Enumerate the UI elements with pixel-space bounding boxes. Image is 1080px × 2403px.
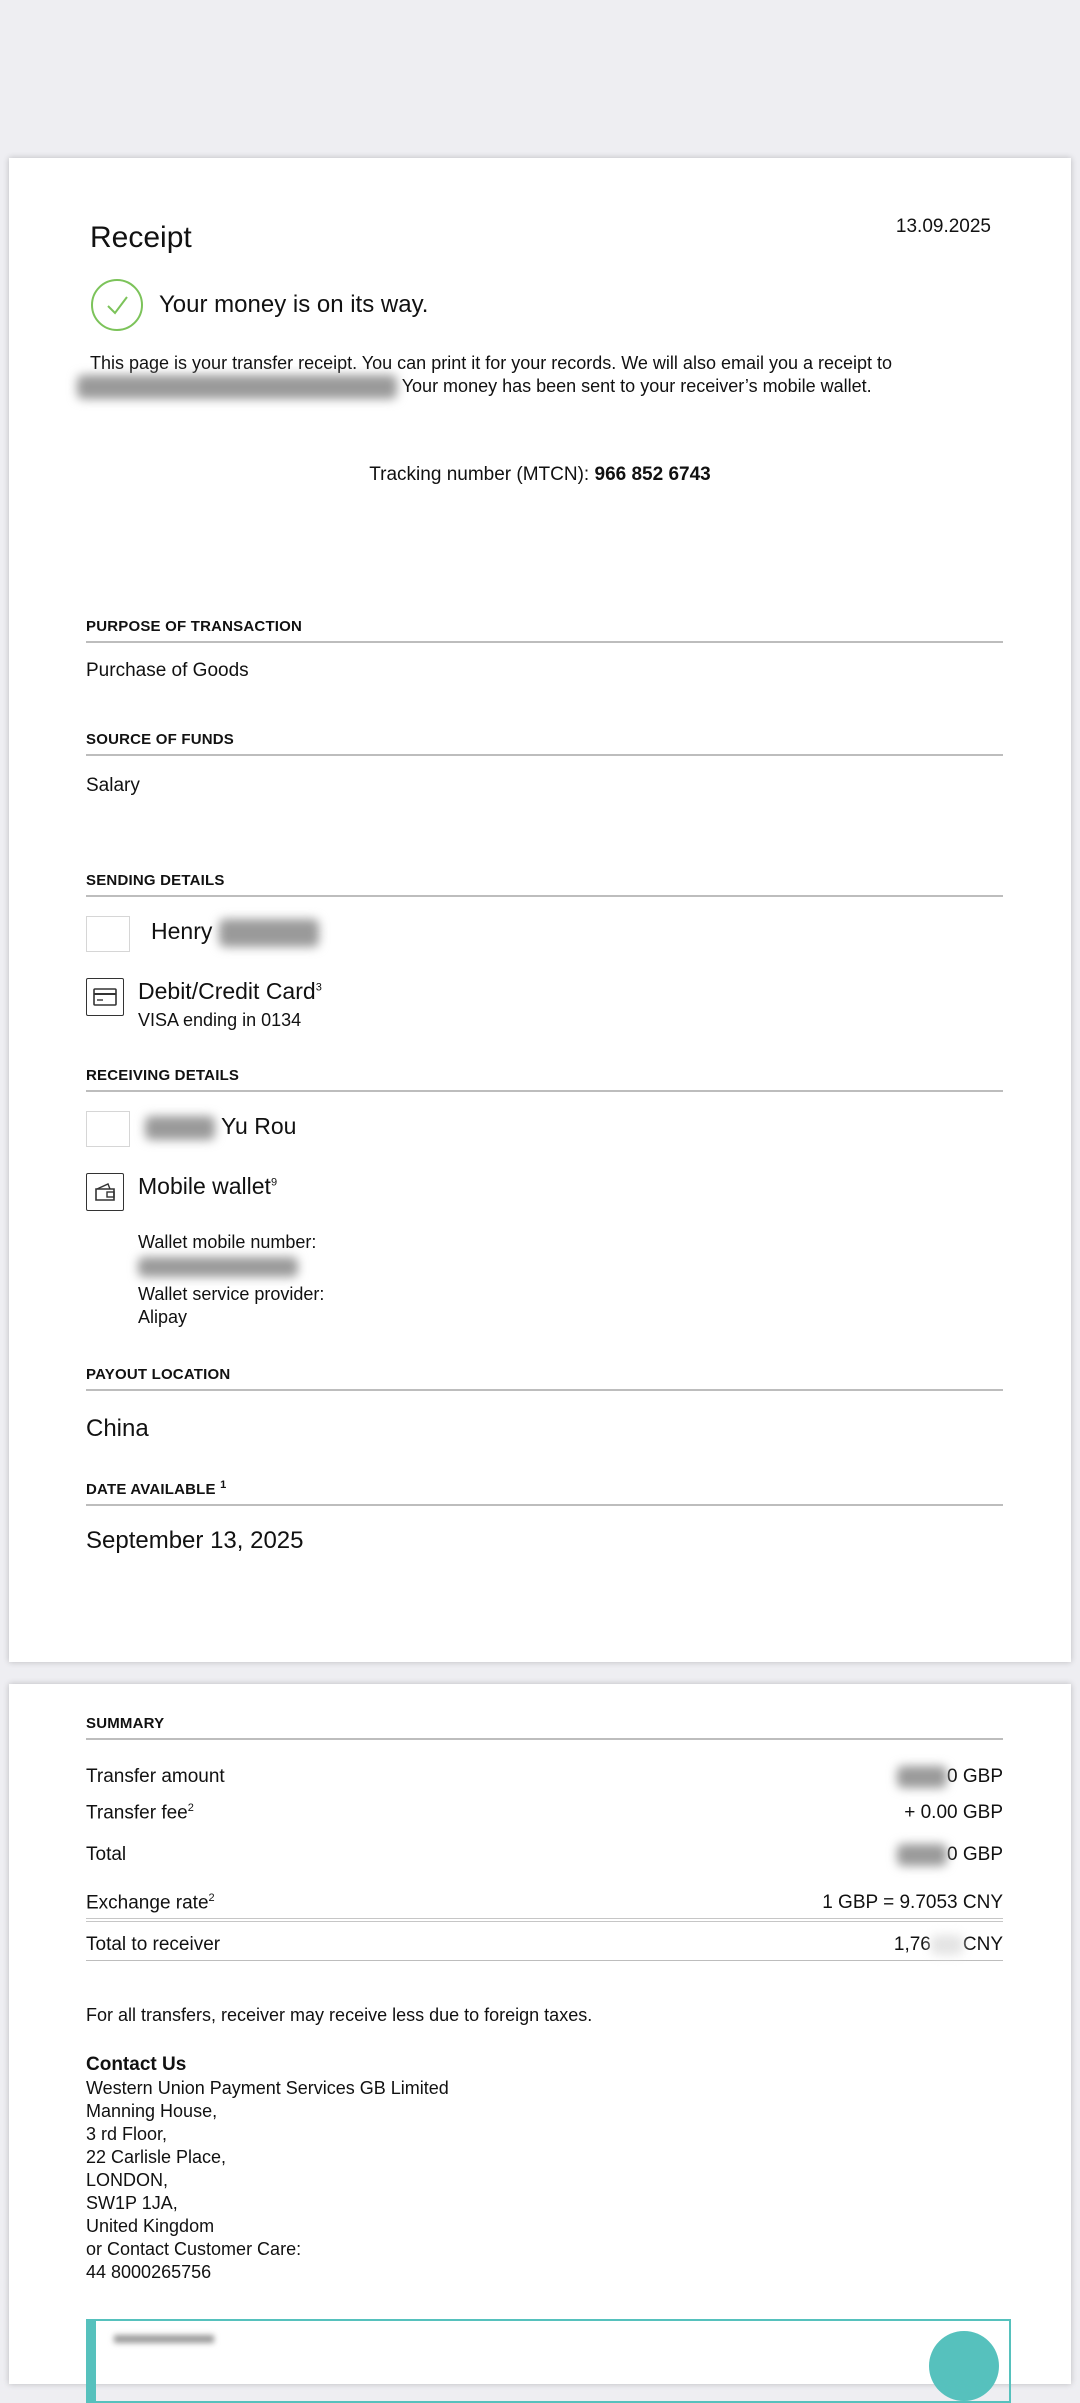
redacted-wallet-number [138,1257,298,1277]
card-details: VISA ending in 0134 [138,1010,302,1030]
exchange-rate-row: Exchange rate$^2$ 1 GBP = 9.7053 CNY [86,1892,1003,1922]
total-receiver-value: 1,76 CNY [893,1934,1003,1955]
intro-line-2: Your money has been sent to your receiver’s mobile wallet. [77,375,872,399]
receiver-avatar [86,1111,130,1147]
receipt-date: 13.09.2025 [895,216,991,237]
receiving-heading: RECEIVING DETAILS [86,1067,1003,1092]
redacted-email [77,375,397,399]
sender-avatar [86,916,130,952]
promo-text-cutoff [114,2335,214,2343]
transfer-fee-value: + 0.00 GBP [904,1802,1003,1823]
date-available-value: September 13, 2025 [86,1527,304,1554]
tracking-label: Tracking number (MTCN): [369,464,590,485]
purpose-value: Purchase of Goods [86,660,249,681]
summary-heading: SUMMARY [86,1715,1003,1740]
summary-card [9,1684,1071,2384]
receiving-method: Mobile wallet$^9$ [138,1173,278,1199]
transfer-fee-row: Transfer fee$^2$ + 0.00 GBP [86,1802,1003,1824]
wallet-number-label: Wallet mobile number: [138,1232,317,1252]
contact-heading: Contact Us [86,2054,187,2075]
receiver-name: Yu Rou [145,1113,296,1140]
transfer-amount-row: Transfer amount 0 GBP [86,1766,1003,1788]
transfer-amount-value: 0 GBP [897,1766,1003,1788]
receipt-card [9,158,1071,1662]
total-receiver-row: Total to receiver 1,76 CNY [86,1934,1003,1961]
contact-address: Western Union Payment Services GB Limited Manning House, 3 rd Floor, 22 Carlisle Place, LONDON, SW1P 1JA, United Kingdom or Contact Customer Care: 44 8000265756 [86,2078,449,2282]
wallet-icon [86,1173,124,1211]
total-value: 0 GBP [897,1844,1003,1866]
tax-note: For all transfers, receiver may receive less due to foreign taxes. [86,2005,593,2025]
purpose-heading: PURPOSE OF TRANSACTION [86,618,1003,643]
customer-care-phone[interactable]: 44 8000265756 [86,2262,212,2282]
source-value: Salary [86,775,140,796]
sender-name: Henry [151,918,319,947]
provider-label: Wallet service provider: [138,1284,325,1304]
tracking-number [9,464,1071,486]
promo-banner[interactable] [86,2319,1011,2403]
redacted-receiver-first [145,1116,215,1140]
check-circle-icon [90,278,140,328]
source-heading: SOURCE OF FUNDS [86,731,1003,756]
date-available-heading: DATE AVAILABLE $^1$ [86,1479,1003,1506]
sending-heading: SENDING DETAILS [86,872,1003,897]
sending-method: Debit/Credit Card$^3$ [138,978,322,1004]
payout-value: China [86,1415,149,1442]
intro-line-1: This page is your transfer receipt. You can print it for your records. We will also email you a receipt to [90,353,893,373]
tracking-value: 966 852 6743 [594,464,711,485]
receipt-title: Receipt [90,221,192,254]
total-row: Total 0 GBP [86,1844,1003,1866]
payout-heading: PAYOUT LOCATION [86,1366,1003,1391]
promo-circle-icon [929,2331,999,2401]
exchange-rate-value: 1 GBP = 9.7053 CNY [822,1892,1003,1913]
status-message: Your money is on its way. [159,291,429,318]
redacted-surname [219,919,319,947]
provider-value: Alipay [138,1307,188,1327]
card-icon [86,978,124,1016]
